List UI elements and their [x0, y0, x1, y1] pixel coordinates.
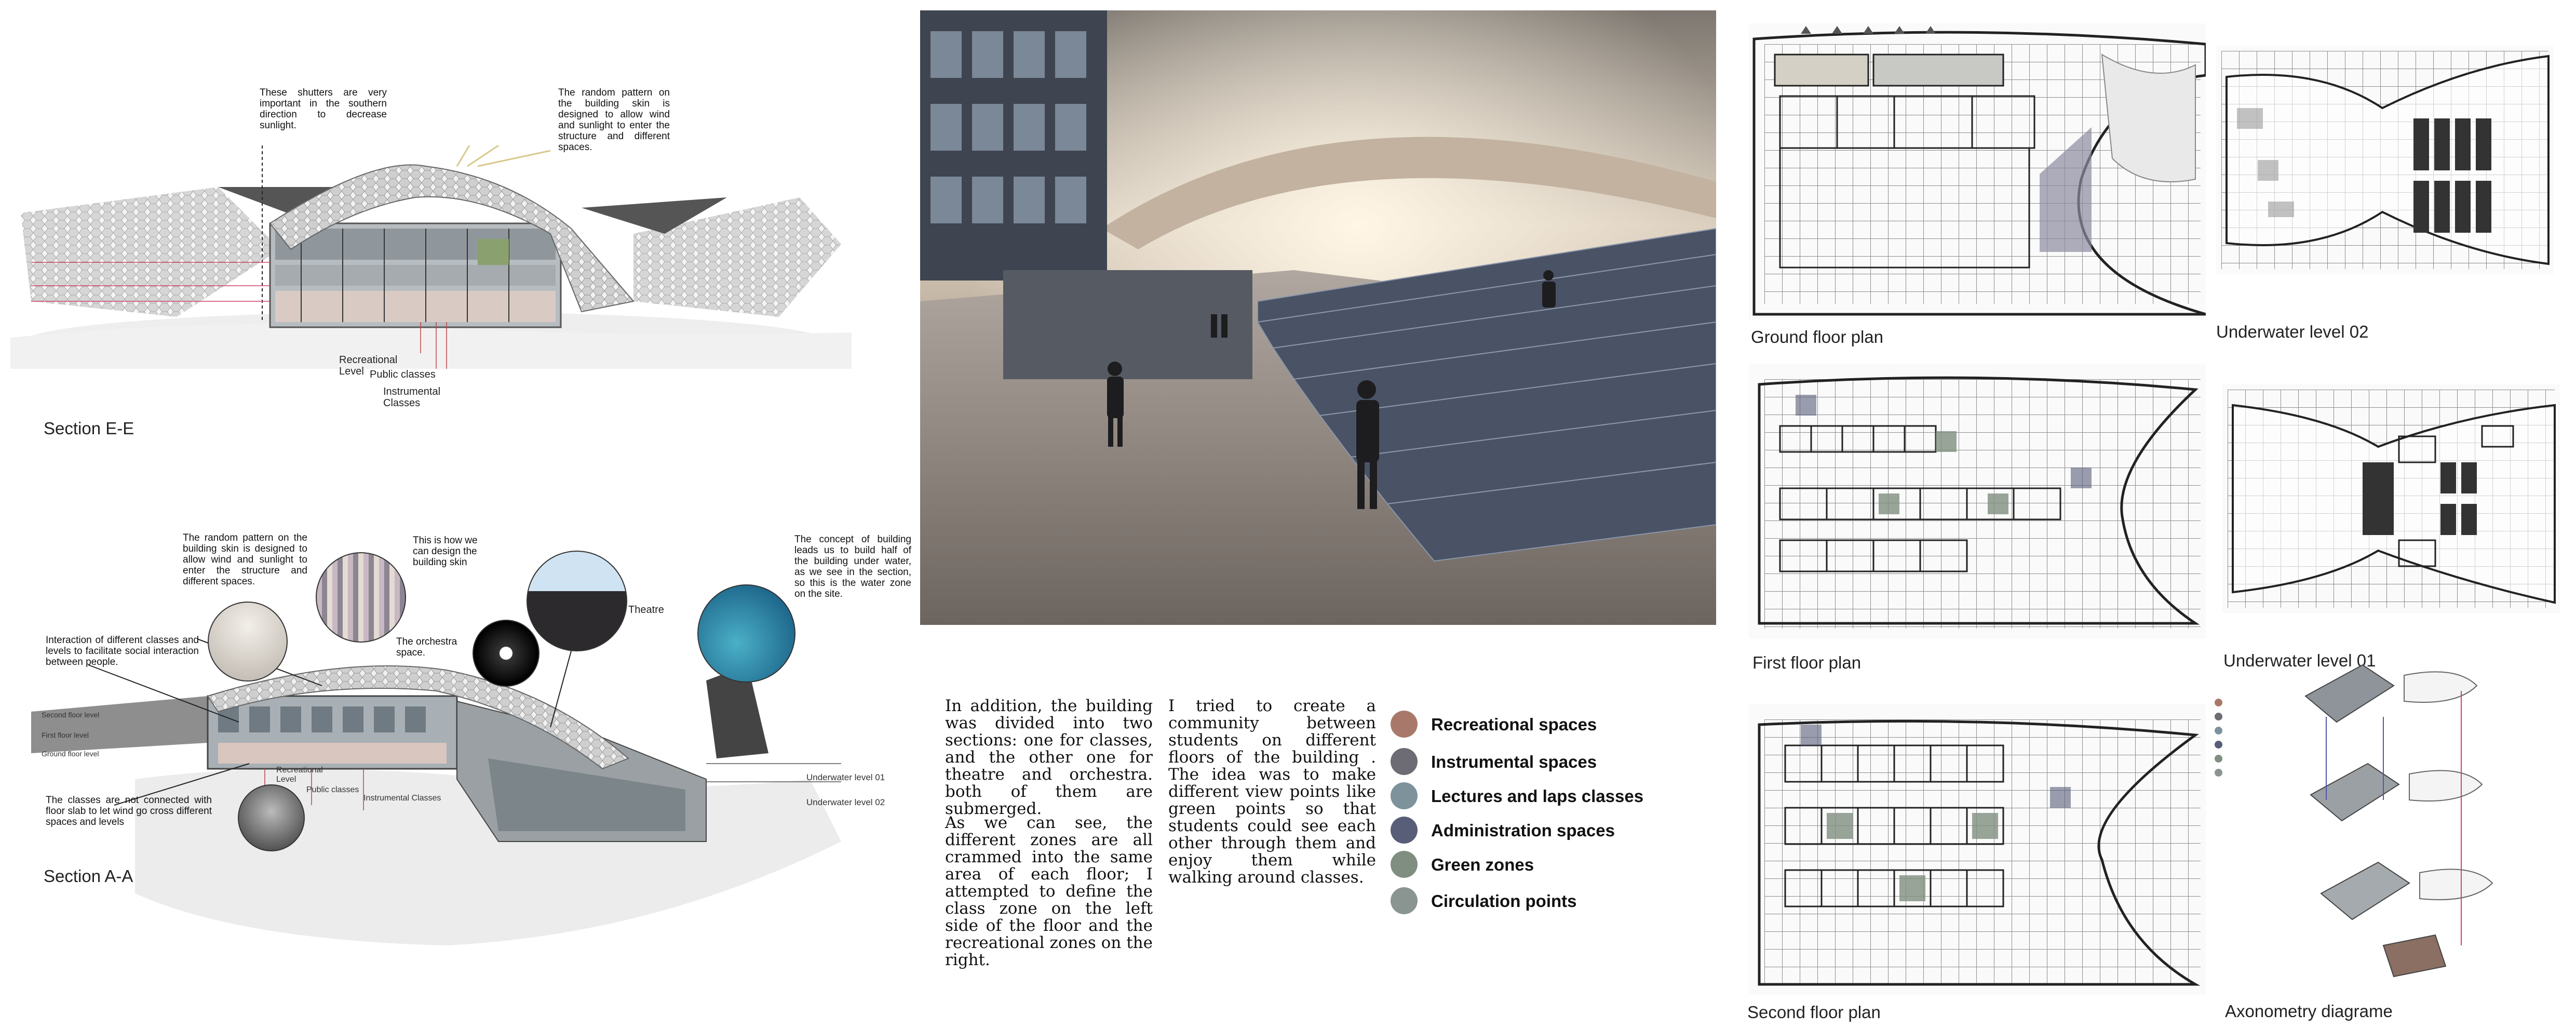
caption-section-ee: Section E-E	[44, 419, 134, 438]
bubble-orchestra-image	[473, 620, 540, 687]
legend-label-lectures: Lectures and laps classes	[1431, 786, 1644, 806]
caption-underwater-level-01: Underwater level 01	[2223, 651, 2376, 670]
bubble-slab-image	[238, 784, 305, 851]
caption-axonometry-diagram: Axonometry diagrame	[2225, 1002, 2393, 1021]
axo-legend-dot-6	[2215, 769, 2222, 777]
ground-floor-plan-drawing	[1749, 23, 2206, 319]
label-instrumental-ee: Instrumental Classes	[383, 386, 441, 409]
level-ground-floor: Ground floor level	[42, 750, 99, 758]
note-orchestra: The orchestra space.	[396, 636, 457, 658]
first-floor-plan-drawing	[1749, 364, 2206, 639]
legend-dot-instrumental	[1391, 748, 1418, 775]
underwater-level-01-plan-drawing	[2222, 384, 2560, 613]
level-underwater-02: Underwater level 02	[806, 797, 885, 807]
label-public-aa: Public classes	[306, 785, 359, 794]
axo-legend-dot-5	[2215, 755, 2222, 763]
legend-dot-circulation	[1391, 887, 1418, 914]
note-slab: The classes are not connected with floor slab to let wind go cross different spaces and levels	[46, 795, 212, 827]
bubble-interaction-image	[208, 602, 288, 682]
bubble-skin-image	[316, 552, 406, 643]
axo-legend-dot-4	[2215, 741, 2222, 749]
perspective-render	[920, 10, 1716, 625]
bubble-theatre-image	[527, 551, 627, 651]
bubble-water-image	[697, 584, 795, 683]
legend-label-recreational: Recreational spaces	[1431, 715, 1597, 734]
legend-label-green: Green zones	[1431, 855, 1534, 874]
caption-underwater-level-02: Underwater level 02	[2216, 322, 2369, 341]
caption-section-aa: Section A-A	[44, 866, 133, 886]
axo-legend-dot-2	[2215, 713, 2222, 720]
note-design-skin: This is how we can design the building skin	[413, 535, 478, 568]
note-shutters: These shutters are very important in the southern direction to decrease sunlight.	[260, 87, 387, 131]
paragraph-divided-sections: In addition, the building was divided into two sections: one for classes, and the other one for theatre and orchestra. both of them are submerged.	[945, 697, 1153, 818]
paragraph-zones-crammed: As we can see, the different zones are all crammed into the same area of each floor; I attempted to define the class zone on the left side of the floor and the recreational zones on the right.	[945, 813, 1153, 969]
axo-legend-dot-1	[2215, 699, 2222, 706]
legend-label-circulation: Circulation points	[1431, 891, 1577, 911]
level-underwater-01: Underwater level 01	[806, 772, 885, 782]
label-instrumental-aa: Instrumental Classes	[363, 794, 441, 803]
legend-label-instrumental: Instrumental spaces	[1431, 752, 1597, 771]
second-floor-plan-drawing	[1749, 704, 2206, 995]
label-public-ee: Public classes	[370, 369, 436, 380]
note-interaction: Interaction of different classes and levels to facilitate social interaction between people.	[46, 635, 199, 667]
legend-dot-green	[1391, 851, 1418, 878]
note-water-zone: The concept of building leads us to build half of the building under water, as we see in the section, so this is the water zone on the site.	[794, 534, 911, 599]
axonometry-diagram-drawing	[2290, 655, 2508, 997]
note-skin-pattern-ee: The random pattern on the building skin is designed to allow wind and sunlight to enter the structure and different spaces.	[558, 87, 670, 153]
section-ee-drawing	[10, 145, 852, 369]
legend-dot-recreational	[1391, 711, 1418, 738]
level-second-floor: Second floor level	[42, 711, 100, 719]
legend-dot-administration	[1391, 817, 1418, 844]
label-recreational-ee: Recreational Level	[339, 354, 398, 377]
level-first-floor: First floor level	[42, 731, 89, 739]
legend-label-administration: Administration spaces	[1431, 821, 1615, 840]
note-skin-pattern-aa: The random pattern on the building skin is designed to allow wind and sunlight to enter the structure and different spaces.	[183, 532, 307, 587]
underwater-level-02-plan-drawing	[2216, 46, 2554, 274]
paragraph-community: I tried to create a community between students on different floors of the building . The idea was to make different view points like green points so that students could see each other through them and enjoy them while walking around classes.	[1168, 697, 1376, 887]
caption-ground-floor-plan: Ground floor plan	[1751, 327, 1883, 346]
caption-second-floor-plan: Second floor plan	[1747, 1003, 1881, 1022]
caption-first-floor-plan: First floor plan	[1752, 653, 1862, 672]
note-theatre: Theatre	[628, 604, 664, 616]
legend-dot-lectures	[1391, 782, 1418, 809]
label-recreational-aa: Recreational Level	[276, 766, 323, 784]
axo-legend-dot-3	[2215, 727, 2222, 735]
